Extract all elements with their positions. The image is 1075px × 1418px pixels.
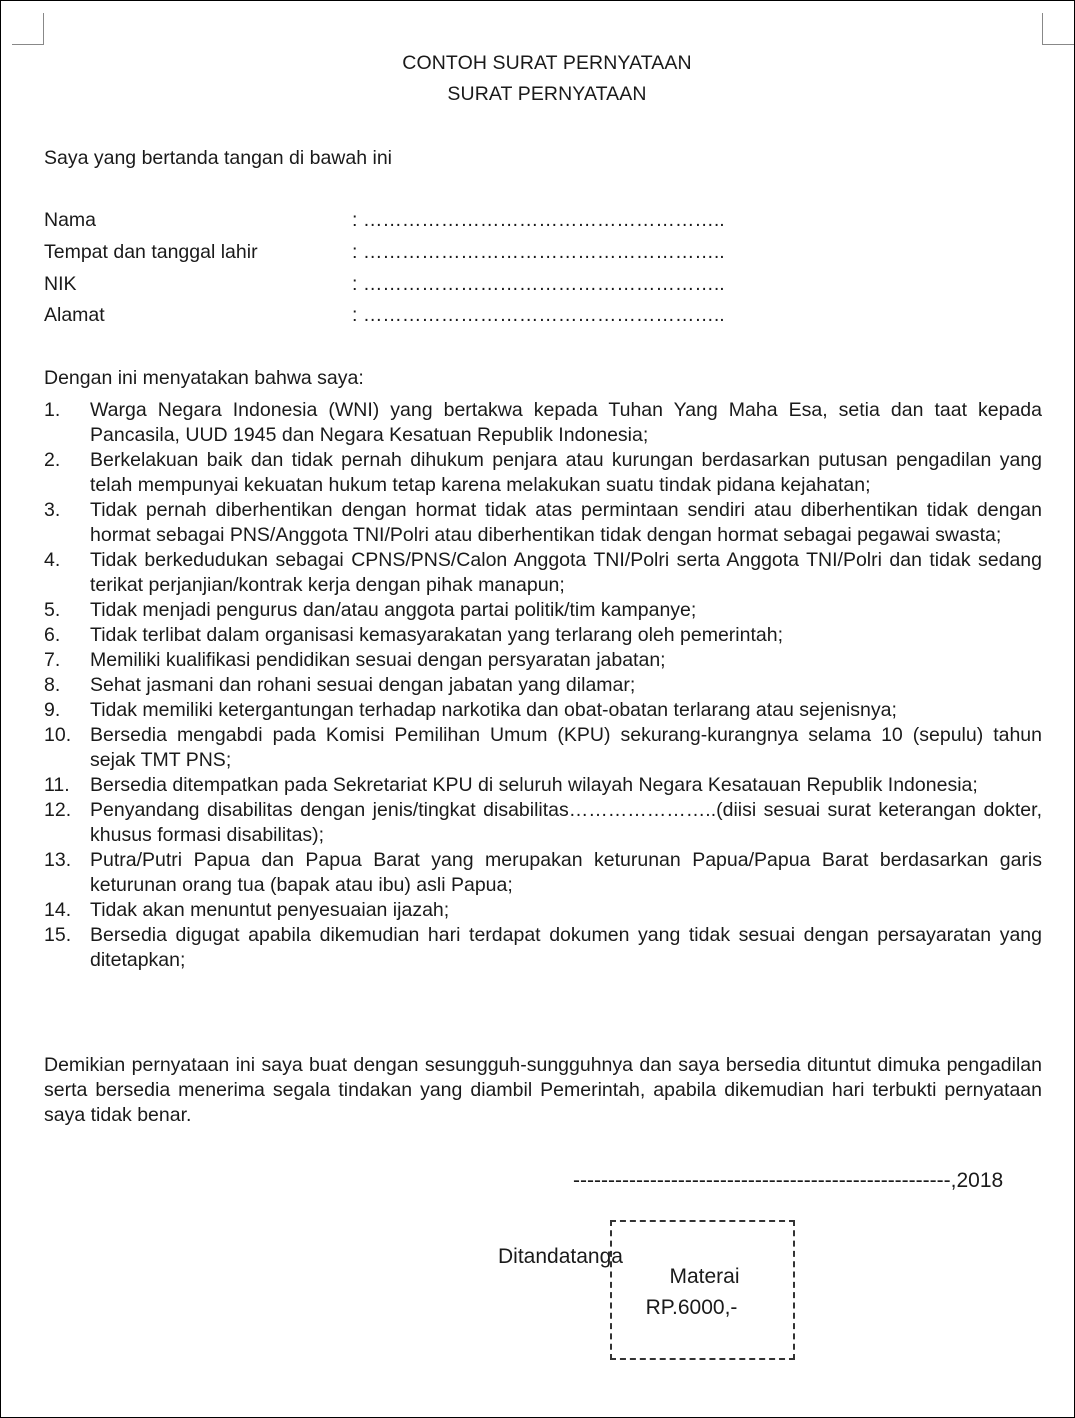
list-number: 5. xyxy=(44,599,61,621)
list-text: Putra/Putri Papua dan Papua Barat yang merupakan keturunan Papua/Papua Barat berdasarkan garis keturunan orang tua (bapak atau ibu) asli Papua; xyxy=(90,849,1042,896)
list-item xyxy=(44,898,1042,923)
list-item xyxy=(44,723,1042,773)
list-number: 15. xyxy=(44,924,72,946)
list-text: Berkelakuan baik dan tidak pernah dihukum penjara atau kurungan berdasarkan putusan pengadilan yang telah mempunyai kekuatan hukum tetap karena melakukan suatu tindak pidana kejahatan; xyxy=(90,449,1042,496)
stamp-value: RP.6000,- xyxy=(645,1296,738,1319)
list-item xyxy=(44,498,1042,548)
list-item xyxy=(44,623,1042,648)
list-text: Penyandang disabilitas dengan jenis/tingkat disabilitas…………………..(diisi sesuai surat keterangan dokter, khusus formasi disabilitas); xyxy=(90,799,1042,846)
list-text: Tidak terlibat dalam organisasi kemasyarakatan yang terlarang oleh pemerintah; xyxy=(90,624,783,646)
list-item xyxy=(44,598,1042,623)
list-text: Warga Negara Indonesia (WNI) yang bertakwa kepada Tuhan Yang Maha Esa, setia dan taat kepada Pancasila, UUD 1945 dan Negara Kesatuan Republik Indonesia; xyxy=(90,399,1042,446)
closing-paragraph: Demikian pernyataan ini saya buat dengan sesungguh-sungguhnya dan saya bersedia dituntut dimuka pengadilan serta bersedia menerima segala tindakan yang diambil Pemerintah, apabila dikemudian hari terbukti pernyataan saya tidak benar. xyxy=(44,1054,1042,1126)
signed-label: Ditandatanga xyxy=(498,1245,623,1268)
list-item xyxy=(44,673,1042,698)
corner-mark-top-right xyxy=(1042,13,1074,45)
date-line: ------------------------------------------------------,2018 xyxy=(573,1169,1004,1192)
list-number: 11. xyxy=(44,774,70,796)
list-text: Bersedia digugat apabila dikemudian hari terdapat dokumen yang tidak sesuai dengan persayaratan yang ditetapkan; xyxy=(90,924,1042,971)
list-number: 10. xyxy=(44,724,72,746)
list-text: Sehat jasmani dan rohani sesuai dengan jabatan yang dilamar; xyxy=(90,674,636,696)
field-value-alamat: : ……………………………………………….. xyxy=(352,304,725,326)
list-item xyxy=(44,923,1042,973)
list-number: 8. xyxy=(44,674,61,696)
list-text: Tidak menjadi pengurus dan/atau anggota partai politik/tim kampanye; xyxy=(90,599,697,621)
list-number: 1. xyxy=(44,399,61,421)
list-number: 9. xyxy=(44,699,61,721)
list-item xyxy=(44,798,1042,848)
list-number: 14. xyxy=(44,899,72,921)
list-item xyxy=(44,448,1042,498)
list-item xyxy=(44,773,1042,798)
list-text: Bersedia ditempatkan pada Sekretariat KPU di seluruh wilayah Negara Kesatauan Republik Indonesia; xyxy=(90,774,978,796)
field-label-nik: NIK xyxy=(44,273,77,295)
stamp-label: Materai xyxy=(669,1265,740,1288)
list-number: 12. xyxy=(44,799,72,821)
list-text: Tidak akan menuntut penyesuaian ijazah; xyxy=(90,899,450,921)
list-text: Memiliki kualifikasi pendidikan sesuai dengan persyaratan jabatan; xyxy=(90,649,666,671)
statement-list xyxy=(44,398,1042,973)
document-title: CONTOH SURAT PERNYATAAN xyxy=(402,52,692,74)
statement-intro: Dengan ini menyatakan bahwa saya: xyxy=(44,367,364,389)
list-text: Tidak memiliki ketergantungan terhadap narkotika dan obat-obatan terlarang atau sejenisnya; xyxy=(90,699,897,721)
list-number: 6. xyxy=(44,624,61,646)
list-item xyxy=(44,848,1042,898)
list-number: 7. xyxy=(44,649,61,671)
document-subtitle: SURAT PERNYATAAN xyxy=(447,83,647,105)
field-label-tempat-tanggal-lahir: Tempat dan tanggal lahir xyxy=(44,241,258,263)
field-label-nama: Nama xyxy=(44,209,97,231)
stamp-box xyxy=(610,1220,795,1360)
list-item xyxy=(44,398,1042,448)
list-text: Tidak berkedudukan sebagai CPNS/PNS/Calon Anggota TNI/Polri serta Anggota TNI/Polri dan tidak sedang terikat perjanjian/kontrak kerja dengan pihak manapun; xyxy=(90,549,1042,596)
list-number: 3. xyxy=(44,499,61,521)
field-value-nama: : ……………………………………………….. xyxy=(352,209,725,231)
corner-mark-top-left xyxy=(12,13,44,45)
list-number: 2. xyxy=(44,449,61,471)
intro-text: Saya yang bertanda tangan di bawah ini xyxy=(44,147,393,169)
list-item xyxy=(44,648,1042,673)
list-number: 4. xyxy=(44,549,61,571)
list-item xyxy=(44,548,1042,598)
list-item xyxy=(44,698,1042,723)
list-text: Bersedia mengabdi pada Komisi Pemilihan Umum (KPU) sekurang-kurangnya selama 10 (sepulu) tahun sejak TMT PNS; xyxy=(90,724,1042,771)
list-number: 13. xyxy=(44,849,72,871)
field-value-nik: : ……………………………………………….. xyxy=(352,273,725,295)
field-value-tempat-tanggal-lahir: : ……………………………………………….. xyxy=(352,241,725,263)
list-text: Tidak pernah diberhentikan dengan hormat tidak atas permintaan sendiri atau diberhentikan tidak dengan hormat sebagai PNS/Anggota TNI/Polri atau diberhentikan tidak dengan hormat sebagai pegawai swasta; xyxy=(90,499,1042,546)
field-label-alamat: Alamat xyxy=(44,304,105,326)
